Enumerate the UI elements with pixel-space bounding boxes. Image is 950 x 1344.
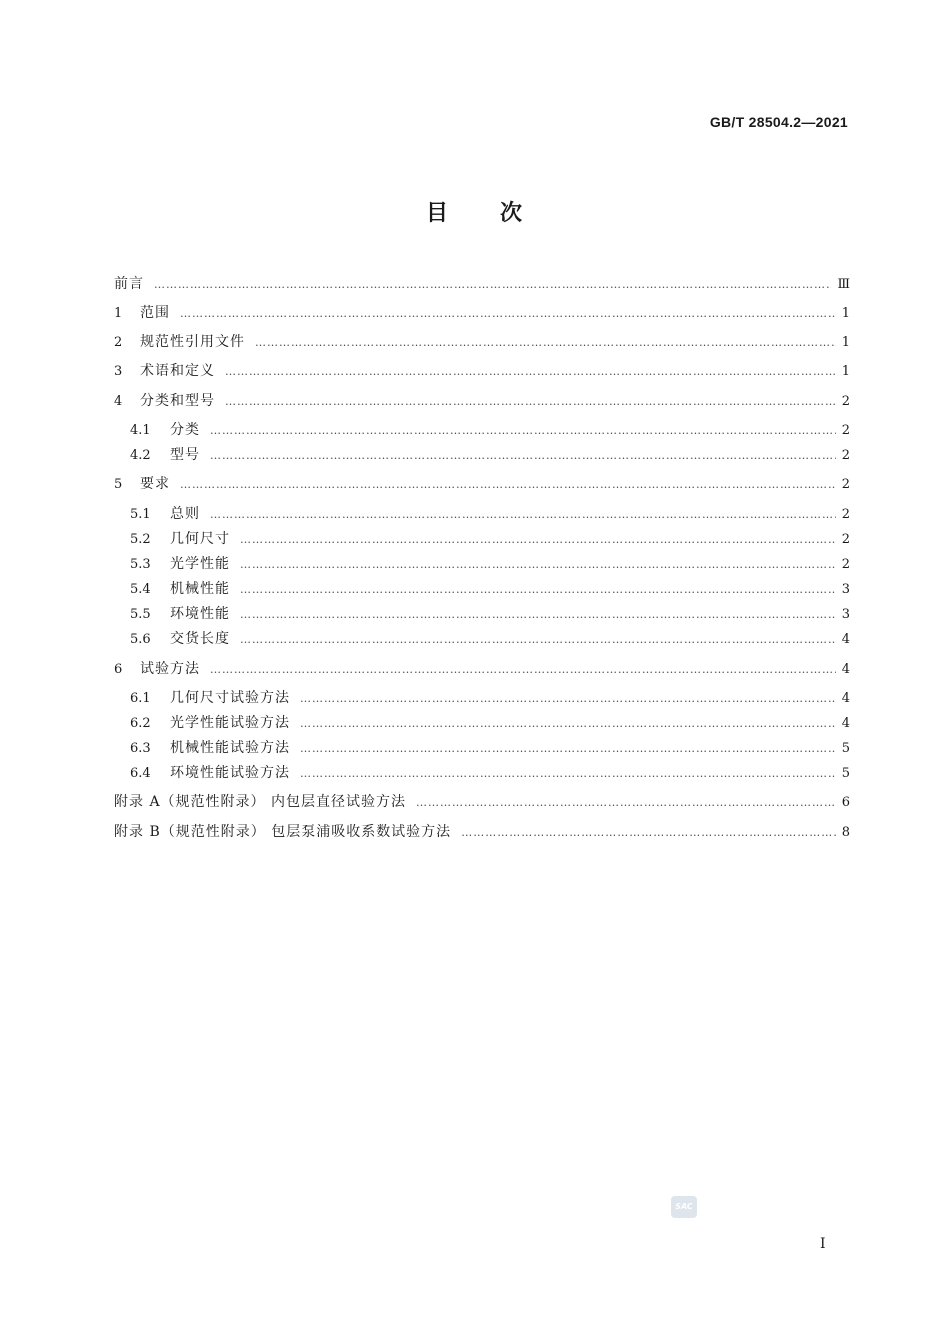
toc-entry[interactable] — [114, 389, 850, 413]
toc-leader-dots — [240, 553, 836, 577]
toc-subentry[interactable] — [130, 552, 850, 576]
toc-leader-dots — [210, 503, 836, 527]
toc-leader-dots — [300, 737, 836, 761]
toc-leader-dots — [300, 687, 836, 711]
toc-entry-number: 5.2 — [130, 532, 151, 547]
toc-entry-page: 4 — [841, 632, 850, 647]
toc-entry-page: 1 — [841, 335, 850, 350]
toc-leader-dots — [461, 821, 836, 845]
toc-entry-page: 2 — [841, 557, 850, 572]
toc-entry-number: 4.1 — [130, 423, 151, 438]
toc-entry-number: 3 — [114, 364, 123, 379]
toc-entry-number: 6.2 — [130, 716, 151, 731]
toc-entry-label: 分类和型号 — [140, 393, 215, 409]
toc-entry-page: Ⅲ — [837, 277, 850, 292]
toc-subentry[interactable] — [130, 602, 850, 626]
toc-entry-label: 型号 — [170, 447, 200, 463]
toc-subentry[interactable] — [130, 761, 850, 785]
toc-entry-label: 范围 — [140, 305, 170, 321]
toc-subentry[interactable] — [130, 627, 850, 651]
toc-leader-dots — [300, 712, 836, 736]
toc-entry-number: 6 — [114, 662, 123, 677]
toc-leader-dots — [240, 603, 836, 627]
toc-entry[interactable] — [114, 472, 850, 496]
toc-entry-page: 1 — [841, 364, 850, 379]
toc-entry-number: 4.2 — [130, 448, 151, 463]
toc-entry-label: 光学性能 — [170, 556, 230, 572]
toc-entry-label: 光学性能试验方法 — [170, 715, 290, 731]
toc-leader-dots — [225, 360, 836, 384]
toc-entry[interactable] — [114, 657, 850, 681]
toc-entry-page: 2 — [841, 448, 850, 463]
toc-entry-label: 总则 — [170, 506, 200, 522]
toc-entry-page: 2 — [841, 532, 850, 547]
toc-entry-number: 5 — [114, 477, 123, 492]
toc-subentry[interactable] — [130, 711, 850, 735]
page-number: I — [820, 1236, 826, 1252]
toc-leader-dots — [240, 528, 836, 552]
toc-entry-number: 6.4 — [130, 766, 151, 781]
title-char-2: 次 — [500, 201, 525, 226]
toc-entry-page: 2 — [841, 507, 850, 522]
toc-entry-label: 要求 — [140, 476, 170, 492]
toc-entry-label: 分类 — [170, 422, 200, 438]
toc-subentry[interactable] — [130, 577, 850, 601]
toc-entry-number: 5.3 — [130, 557, 151, 572]
toc-entry-number: 5.4 — [130, 582, 151, 597]
toc-leader-dots — [210, 658, 836, 682]
toc-entry-number: 2 — [114, 335, 123, 350]
toc-entry-label: 几何尺寸试验方法 — [170, 690, 290, 706]
toc-appendix-entry[interactable] — [114, 820, 850, 844]
toc-subentry[interactable] — [130, 736, 850, 760]
toc-entry-page: 4 — [841, 716, 850, 731]
toc-entry-number: 5.6 — [130, 632, 151, 647]
toc-leader-dots — [154, 273, 831, 297]
toc-entry[interactable] — [114, 359, 850, 383]
toc-entry-label: 前言 — [114, 276, 144, 292]
toc-leader-dots — [255, 331, 836, 355]
standard-code: GB/T 28504.2—2021 — [709, 114, 848, 130]
toc-entry-number: 5.5 — [130, 607, 151, 622]
toc-entry-label: 术语和定义 — [140, 363, 215, 379]
toc-entry[interactable] — [114, 301, 850, 325]
toc-subentry[interactable] — [130, 418, 850, 442]
toc-leader-dots — [416, 791, 836, 815]
toc-leader-dots — [180, 473, 836, 497]
page-title — [0, 196, 950, 227]
toc-entry-page: 3 — [841, 607, 850, 622]
toc-entry[interactable] — [114, 272, 850, 296]
toc-entry-page: 5 — [841, 766, 850, 781]
toc-entry-label: 试验方法 — [140, 661, 200, 677]
toc-entry-page: 1 — [841, 306, 850, 321]
toc-subentry[interactable] — [130, 443, 850, 467]
toc-entry-number: 1 — [114, 306, 123, 321]
toc-subentry[interactable] — [130, 502, 850, 526]
toc-leader-dots — [300, 762, 836, 786]
toc-entry-page: 2 — [841, 394, 850, 409]
toc-entry-label: 附录 A（规范性附录） 内包层直径试验方法 — [114, 794, 407, 810]
toc-appendix-entry[interactable] — [114, 790, 850, 814]
toc-entry-label: 几何尺寸 — [170, 531, 230, 547]
toc-entry-label: 环境性能试验方法 — [170, 765, 290, 781]
toc-entry-label: 附录 B（规范性附录） 包层泵浦吸收系数试验方法 — [114, 824, 452, 840]
toc-entry-number: 6.3 — [130, 741, 151, 756]
title-char-1: 目 — [425, 201, 450, 226]
toc-entry-number: 4 — [114, 394, 123, 409]
toc-leader-dots — [210, 444, 836, 468]
toc-leader-dots — [240, 578, 836, 602]
toc-entry-label: 机械性能 — [170, 581, 230, 597]
toc-subentry[interactable] — [130, 527, 850, 551]
toc-entry-page: 4 — [841, 691, 850, 706]
sac-watermark-logo: SAC — [671, 1196, 697, 1218]
toc-entry[interactable] — [114, 330, 850, 354]
toc-subentry[interactable] — [130, 686, 850, 710]
toc-leader-dots — [225, 390, 836, 414]
toc-entry-page: 2 — [841, 423, 850, 438]
toc-entry-number: 5.1 — [130, 507, 151, 522]
toc-entry-page: 4 — [841, 662, 850, 677]
toc-entry-page: 3 — [841, 582, 850, 597]
toc-entry-label: 环境性能 — [170, 606, 230, 622]
toc-leader-dots — [210, 419, 836, 443]
toc-entry-page: 6 — [841, 795, 850, 810]
toc-entry-label: 机械性能试验方法 — [170, 740, 290, 756]
toc-entry-number: 6.1 — [130, 691, 151, 706]
toc-entry-label: 规范性引用文件 — [140, 334, 245, 350]
toc-leader-dots — [240, 628, 836, 652]
toc-entry-label: 交货长度 — [170, 631, 230, 647]
toc-entry-page: 8 — [841, 825, 850, 840]
toc-entry-page: 5 — [841, 741, 850, 756]
toc-leader-dots — [180, 302, 836, 326]
toc-entry-page: 2 — [841, 477, 850, 492]
